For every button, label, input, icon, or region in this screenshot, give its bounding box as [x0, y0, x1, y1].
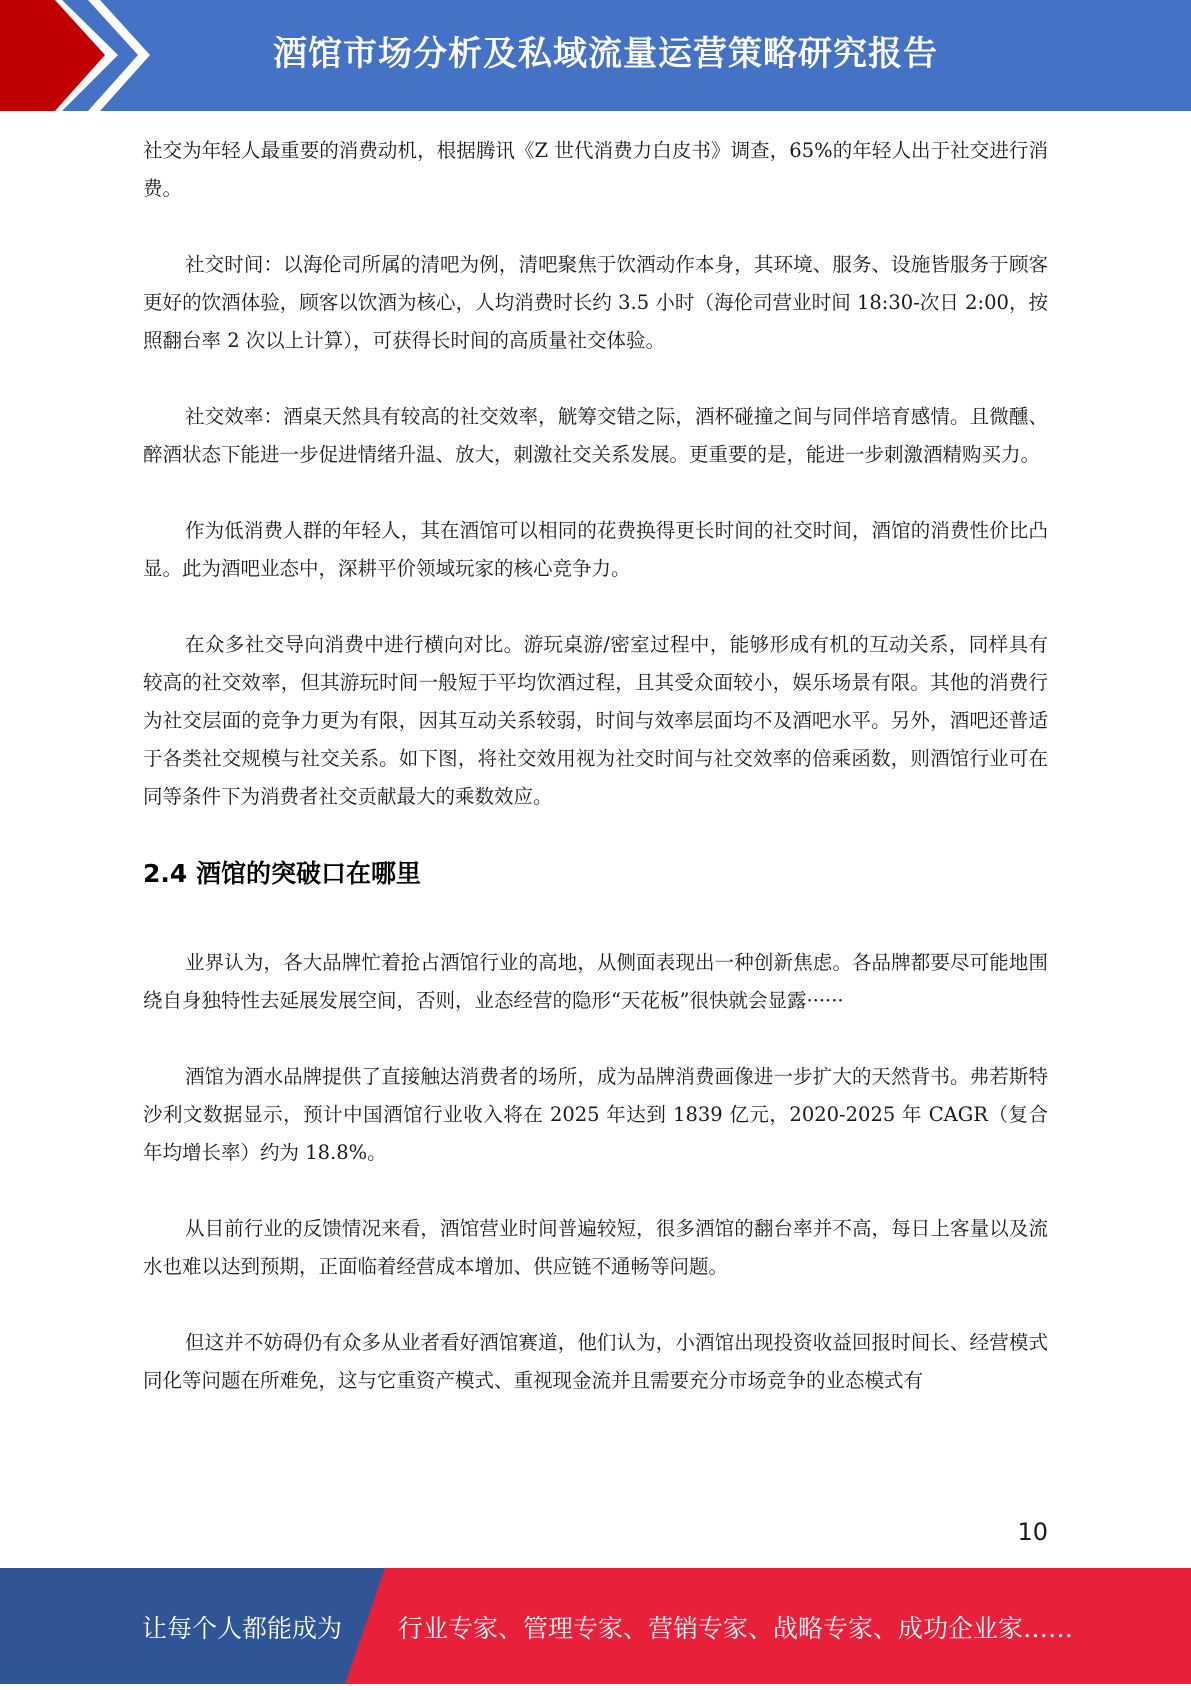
- paragraph-social-efficiency: 社交效率：酒桌天然具有较高的社交效率，觥筹交错之际，酒杯碰撞之间与同伴培育感情。且微醺、醉酒状态下能进一步促进情绪升温、放大，刺激社交关系发展。更重要的是，能进一步刺激酒精购买力。: [143, 405, 1048, 466]
- footer-slogan-left: 让每个人都能成为: [142, 1614, 343, 1643]
- paragraph-market-forecast: 酒馆为酒水品牌提供了直接触达消费者的场所，成为品牌消费画像进一步扩大的天然背书。弗若斯特沙利文数据显示，预计中国酒馆行业收入将在 2025 年达到 1839 亿元，2020-2025 年 CAGR（复合年均增长率）约为 18.8%。: [143, 1065, 1048, 1164]
- page-body: [143, 132, 1048, 1438]
- paragraph-value-for-money: 作为低消费人群的年轻人，其在酒馆可以相同的花费换得更长时间的社交时间，酒馆的消费性价比凸显。此为酒吧业态中，深耕平价领域玩家的核心竞争力。: [143, 519, 1048, 580]
- section-heading: 2.4 酒馆的突破口在哪里: [143, 859, 421, 888]
- paragraph-social-motivation: 社交为年轻人最重要的消费动机，根据腾讯《Z 世代消费力白皮书》调查，65%的年轻人出于社交进行消费。: [143, 139, 1048, 200]
- paragraph-comparison: 在众多社交导向消费中进行横向对比。游玩桌游/密室过程中，能够形成有机的互动关系，同样具有较高的社交效率，但其游玩时间一般短于平均饮酒过程，且其受众面较小，娱乐场景有限。其他的消费行为社交层面的竞争力更为有限，因其互动关系较弱，时间与效率层面均不及酒吧水平。另外，酒吧还普适于各类社交规模与社交关系。如下图，将社交效用视为社交时间与社交效率的倍乘函数，则酒馆行业可在同等条件下为消费者社交贡献最大的乘数效应。: [143, 633, 1048, 808]
- paragraph-optimism: 但这并不妨碍仍有众多从业者看好酒馆赛道，他们认为，小酒馆出现投资收益回报时间长、经营模式同化等问题在所难免，这与它重资产模式、重视现金流并且需要充分市场竞争的业态模式有: [143, 1331, 1048, 1392]
- footer-slogan-right: 行业专家、管理专家、营销专家、战略专家、成功企业家……: [398, 1614, 1074, 1643]
- paragraph-innovation-anxiety: 业界认为，各大品牌忙着抢占酒馆行业的高地，从侧面表现出一种创新焦虑。各品牌都要尽可能地围绕自身独特性去延展发展空间，否则，业态经营的隐形“天花板”很快就会显露······: [143, 951, 1048, 1012]
- paragraph-industry-feedback: 从目前行业的反馈情况来看，酒馆营业时间普遍较短，很多酒馆的翻台率并不高，每日上客量以及流水也难以达到预期，正面临着经营成本增加、供应链不通畅等问题。: [143, 1217, 1048, 1278]
- page-number: 10: [1017, 1518, 1048, 1546]
- page-footer: [0, 1568, 1191, 1684]
- page-header: [0, 0, 1191, 111]
- header-title: 酒馆市场分析及私域流量运营策略研究报告: [273, 34, 938, 74]
- paragraph-social-time: 社交时间：以海伦司所属的清吧为例，清吧聚焦于饮酒动作本身，其环境、服务、设施皆服务于顾客更好的饮酒体验，顾客以饮酒为核心，人均消费时长约 3.5 小时（海伦司营业时间 18:30-次日 2:00，按照翻台率 2 次以上计算），可获得长时间的高质量社交体验。: [143, 253, 1048, 352]
